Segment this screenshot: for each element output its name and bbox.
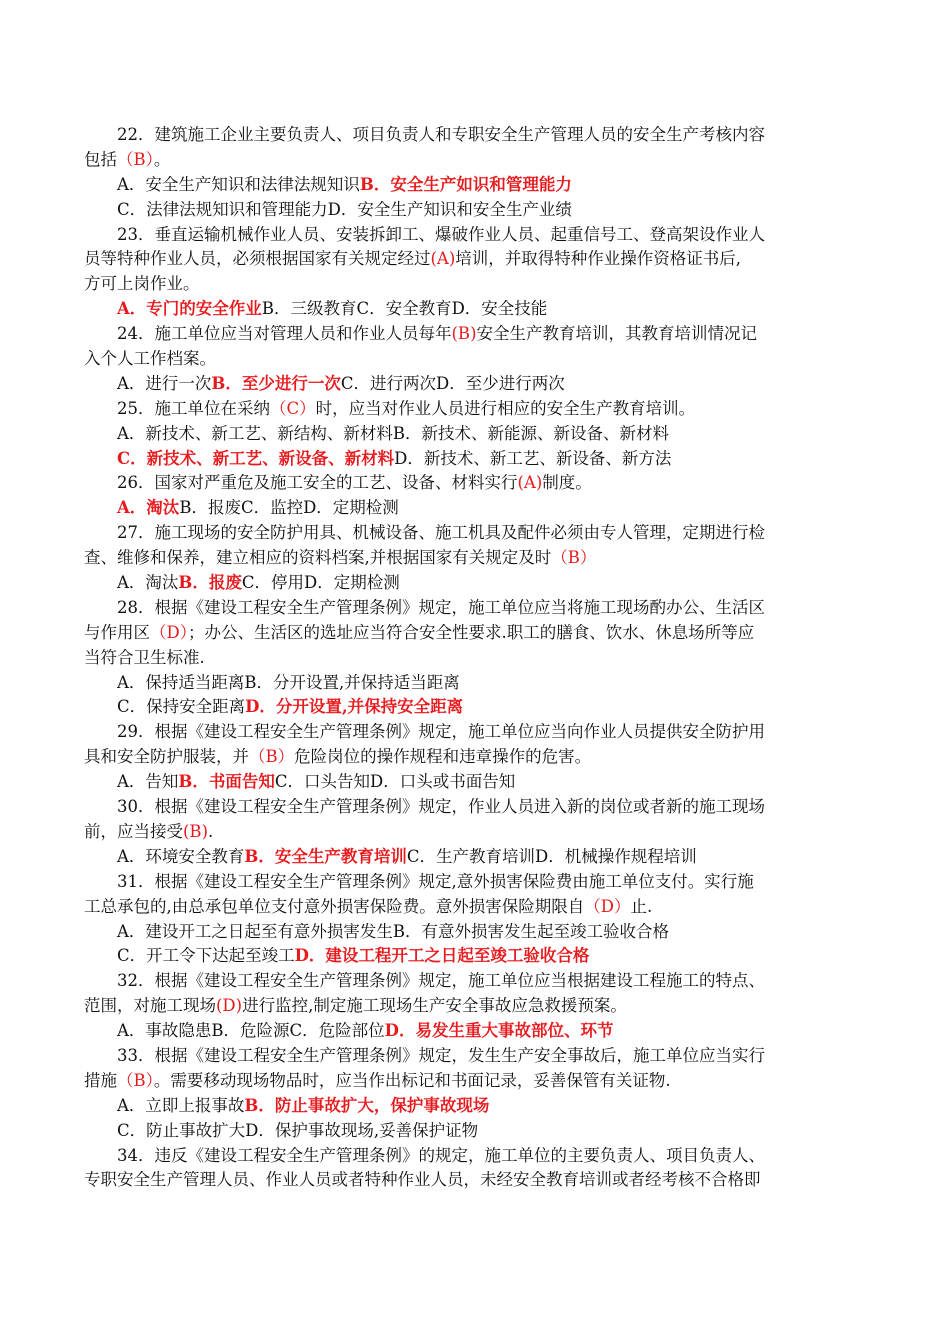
- text-segment: 当符合卫生标准.: [84, 647, 205, 667]
- question-block: [84, 870, 870, 970]
- answer-marker: （B）: [117, 149, 154, 169]
- text-segment: ；办公、生活区的选址应当符合安全性要求.职工的膳食、饮水、休息场所等应: [187, 622, 755, 642]
- text-segment: 30．根据《建设工程安全生产管理条例》规定，作业人员进入新的岗位或者新的施工现场: [117, 797, 765, 817]
- text-segment: A．淘汰: [117, 573, 179, 593]
- question-line: [84, 397, 870, 422]
- question-line: [84, 745, 870, 770]
- text-segment: 入个人工作档案。: [84, 349, 216, 369]
- options-line: [84, 372, 870, 397]
- question-line: [84, 123, 870, 148]
- options-line: [84, 1119, 870, 1144]
- question-line: [84, 1168, 870, 1193]
- text-segment: A．事故隐患B．危险源C．危险部位: [117, 1021, 385, 1041]
- text-segment: 。: [153, 149, 171, 169]
- text-segment: 包括: [84, 149, 117, 169]
- text-segment: C．开工令下达起至竣工: [117, 946, 295, 966]
- correct-option: D．建设工程开工之日起至竣工验收合格: [294, 946, 590, 966]
- text-segment: 培训，并取得特种作业操作资格证书后,: [455, 249, 742, 269]
- text-segment: 24．施工单位应当对管理人员和作业人员每年: [117, 324, 452, 344]
- text-segment: 方可上岗作业。: [84, 274, 200, 294]
- text-segment: A．环境安全教育: [117, 846, 245, 866]
- text-segment: 26．国家对严重危及施工安全的工艺、设备、材料实行: [117, 473, 518, 493]
- options-line: [84, 447, 870, 472]
- question-line: [84, 521, 870, 546]
- options-line: [84, 297, 870, 322]
- text-segment: C．口头告知D．口头或书面告知: [274, 772, 516, 792]
- question-line: [84, 646, 870, 671]
- answer-marker: （B）: [117, 1070, 154, 1090]
- text-segment: 专职安全生产管理人员、作业人员或者特种作业人员，未经安全教育培训或者经考核不合格即: [84, 1170, 761, 1190]
- text-segment: 23．垂直运输机械作业人员、安装拆卸工、爆破作业人员、起重信号工、登高架设作业人: [117, 224, 765, 244]
- question-line: [84, 621, 870, 646]
- text-segment: C．保持安全距离: [117, 697, 246, 717]
- question-line: [84, 596, 870, 621]
- text-segment: 32．根据《建设工程安全生产管理条例》规定，施工单位应当根据建设工程施工的特点、: [117, 971, 765, 991]
- options-line: [84, 1019, 870, 1044]
- question-line: [84, 471, 870, 496]
- text-segment: 与作用区: [84, 622, 150, 642]
- text-segment: A．安全生产知识和法律法规知识: [117, 174, 360, 194]
- text-segment: 28．根据《建设工程安全生产管理条例》规定，施工单位应当将施工现场酌办公、生活区: [117, 597, 765, 617]
- text-segment: D．新技术、新工艺、新设备、新方法: [394, 448, 672, 468]
- answer-marker: (B): [451, 324, 477, 344]
- question-block: [84, 223, 870, 323]
- answer-marker: （D）: [584, 896, 631, 916]
- correct-option: B．至少进行一次: [211, 373, 341, 393]
- question-line: [84, 1069, 870, 1094]
- correct-option: B．安全生产教育培训: [244, 846, 407, 866]
- text-segment: 时，应当对作业人员进行相应的安全生产教育培训。: [315, 398, 696, 418]
- question-block: [84, 322, 870, 397]
- text-segment: A．立即上报事故: [117, 1095, 245, 1115]
- text-segment: 具和安全防护服装，并: [84, 747, 249, 767]
- answer-marker: (B): [183, 821, 208, 841]
- question-line: [84, 720, 870, 745]
- document-page: [84, 123, 870, 1193]
- options-line: [84, 695, 870, 720]
- text-segment: .: [208, 821, 214, 841]
- question-line: [84, 820, 870, 845]
- question-block: [84, 471, 870, 521]
- question-line: [84, 322, 870, 347]
- question-block: [84, 596, 870, 720]
- options-line: [84, 944, 870, 969]
- question-block: [84, 123, 870, 223]
- question-line: [84, 969, 870, 994]
- answer-marker: (D): [216, 996, 243, 1016]
- correct-option: B．书面告知: [178, 772, 275, 792]
- text-segment: A．进行一次: [117, 373, 212, 393]
- question-line: [84, 546, 870, 571]
- text-segment: B．报废C．监控D．定期检测: [179, 498, 399, 518]
- text-segment: 安全生产教育培训，其教育培训情况记: [476, 324, 757, 344]
- correct-option: D．易发生重大事故部位、环节: [384, 1021, 614, 1041]
- text-segment: 措施: [84, 1070, 117, 1090]
- options-line: [84, 1094, 870, 1119]
- options-line: [84, 198, 870, 223]
- text-segment: C．停用D．定期检测: [241, 573, 400, 593]
- text-segment: 工总承包的,由总承包单位支付意外损害保险费。意外损害保险期限自: [84, 896, 585, 916]
- question-block: [84, 969, 870, 1044]
- question-line: [84, 247, 870, 272]
- correct-option: B．防止事故扩大，保护事故现场: [244, 1095, 490, 1115]
- question-line: [84, 148, 870, 173]
- text-segment: 员等特种作业人员，必须根据国家有关规定经过: [84, 249, 431, 269]
- text-segment: 31．根据《建设工程安全生产管理条例》规定,意外损害保险费由施工单位支付。实行施: [117, 871, 754, 891]
- question-block: [84, 397, 870, 472]
- options-line: [84, 173, 870, 198]
- text-segment: C．防止事故扩大D．保护事故现场,妥善保护证物: [117, 1120, 479, 1140]
- question-line: [84, 1044, 870, 1069]
- text-segment: C．生产教育培训D．机械操作规程培训: [406, 846, 697, 866]
- text-segment: A．建设开工之日起至有意外损害发生B．有意外损害发生起至竣工验收合格: [117, 921, 670, 941]
- text-segment: 前，应当接受: [84, 821, 183, 841]
- text-segment: 危险岗位的操作规程和违章操作的危害。: [294, 747, 592, 767]
- text-segment: B．三级教育C．安全教育D．安全技能: [261, 299, 548, 319]
- text-segment: 止.: [630, 896, 653, 916]
- correct-option: D．分开设置,并保持安全距离: [245, 697, 464, 717]
- text-segment: 制度。: [542, 473, 592, 493]
- question-line: [84, 895, 870, 920]
- text-segment: 25．施工单位在采纳: [117, 398, 270, 418]
- question-line: [84, 795, 870, 820]
- question-line: [84, 347, 870, 372]
- text-segment: 27．施工现场的安全防护用具、机械设备、施工机具及配件必须由专人管理，定期进行检: [117, 523, 765, 543]
- question-block: [84, 795, 870, 870]
- options-line: [84, 571, 870, 596]
- question-line: [84, 994, 870, 1019]
- text-segment: 。需要移动现场物品时，应当作出标记和书面记录，妥善保管有关证物.: [153, 1070, 671, 1090]
- options-line: [84, 845, 870, 870]
- correct-option: B．报废: [178, 573, 242, 593]
- answer-marker: （C）: [270, 398, 316, 418]
- text-segment: A．保持适当距离B．分开设置,并保持适当距离: [117, 672, 460, 692]
- options-line: [84, 496, 870, 521]
- question-line: [84, 1144, 870, 1169]
- options-line: [84, 920, 870, 945]
- options-line: [84, 422, 870, 447]
- answer-marker: (A): [430, 249, 456, 269]
- options-line: [84, 671, 870, 696]
- correct-option: B．安全生产如识和管理能力: [359, 174, 572, 194]
- answer-marker: （B）: [249, 747, 295, 767]
- text-segment: A．告知: [117, 772, 179, 792]
- question-block: [84, 720, 870, 795]
- text-segment: 查、维修和保养，建立相应的资料档案,并根据国家有关规定及时: [84, 548, 552, 568]
- text-segment: 范围，对施工现场: [84, 996, 216, 1016]
- answer-marker: (A): [517, 473, 543, 493]
- text-segment: 34．违反《建设工程安全生产管理条例》的规定，施工单位的主要负责人、项目负责人、: [117, 1145, 765, 1165]
- correct-option: A．淘汰: [117, 498, 180, 518]
- correct-option: C．新技术、新工艺、新设备、新材料: [117, 448, 395, 468]
- text-segment: C．进行两次D．至少进行两次: [340, 373, 565, 393]
- text-segment: 进行监控,制定施工现场生产安全事故应急救援预案。: [242, 996, 627, 1016]
- question-block: [84, 1044, 870, 1144]
- answer-marker: （D）: [150, 622, 188, 642]
- question-block: [84, 1144, 870, 1194]
- text-segment: 22．建筑施工企业主要负责人、项目负责人和专职安全生产管理人员的安全生产考核内容: [117, 125, 765, 144]
- question-line: [84, 223, 870, 248]
- question-line: [84, 870, 870, 895]
- text-segment: C．法律法规知识和管理能力D．安全生产知识和安全生产业绩: [117, 199, 572, 219]
- text-segment: 29．根据《建设工程安全生产管理条例》规定，施工单位应当向作业人员提供安全防护用: [117, 722, 765, 742]
- question-line: [84, 272, 870, 297]
- text-segment: A．新技术、新工艺、新结构、新材料B．新技术、新能源、新设备、新材料: [117, 423, 670, 443]
- options-line: [84, 770, 870, 795]
- text-segment: 33．根据《建设工程安全生产管理条例》规定，发生生产安全事故后，施工单位应当实行: [117, 1045, 765, 1065]
- question-block: [84, 521, 870, 596]
- correct-option: A．专门的安全作业: [117, 299, 262, 319]
- answer-marker: （B）: [551, 548, 597, 568]
